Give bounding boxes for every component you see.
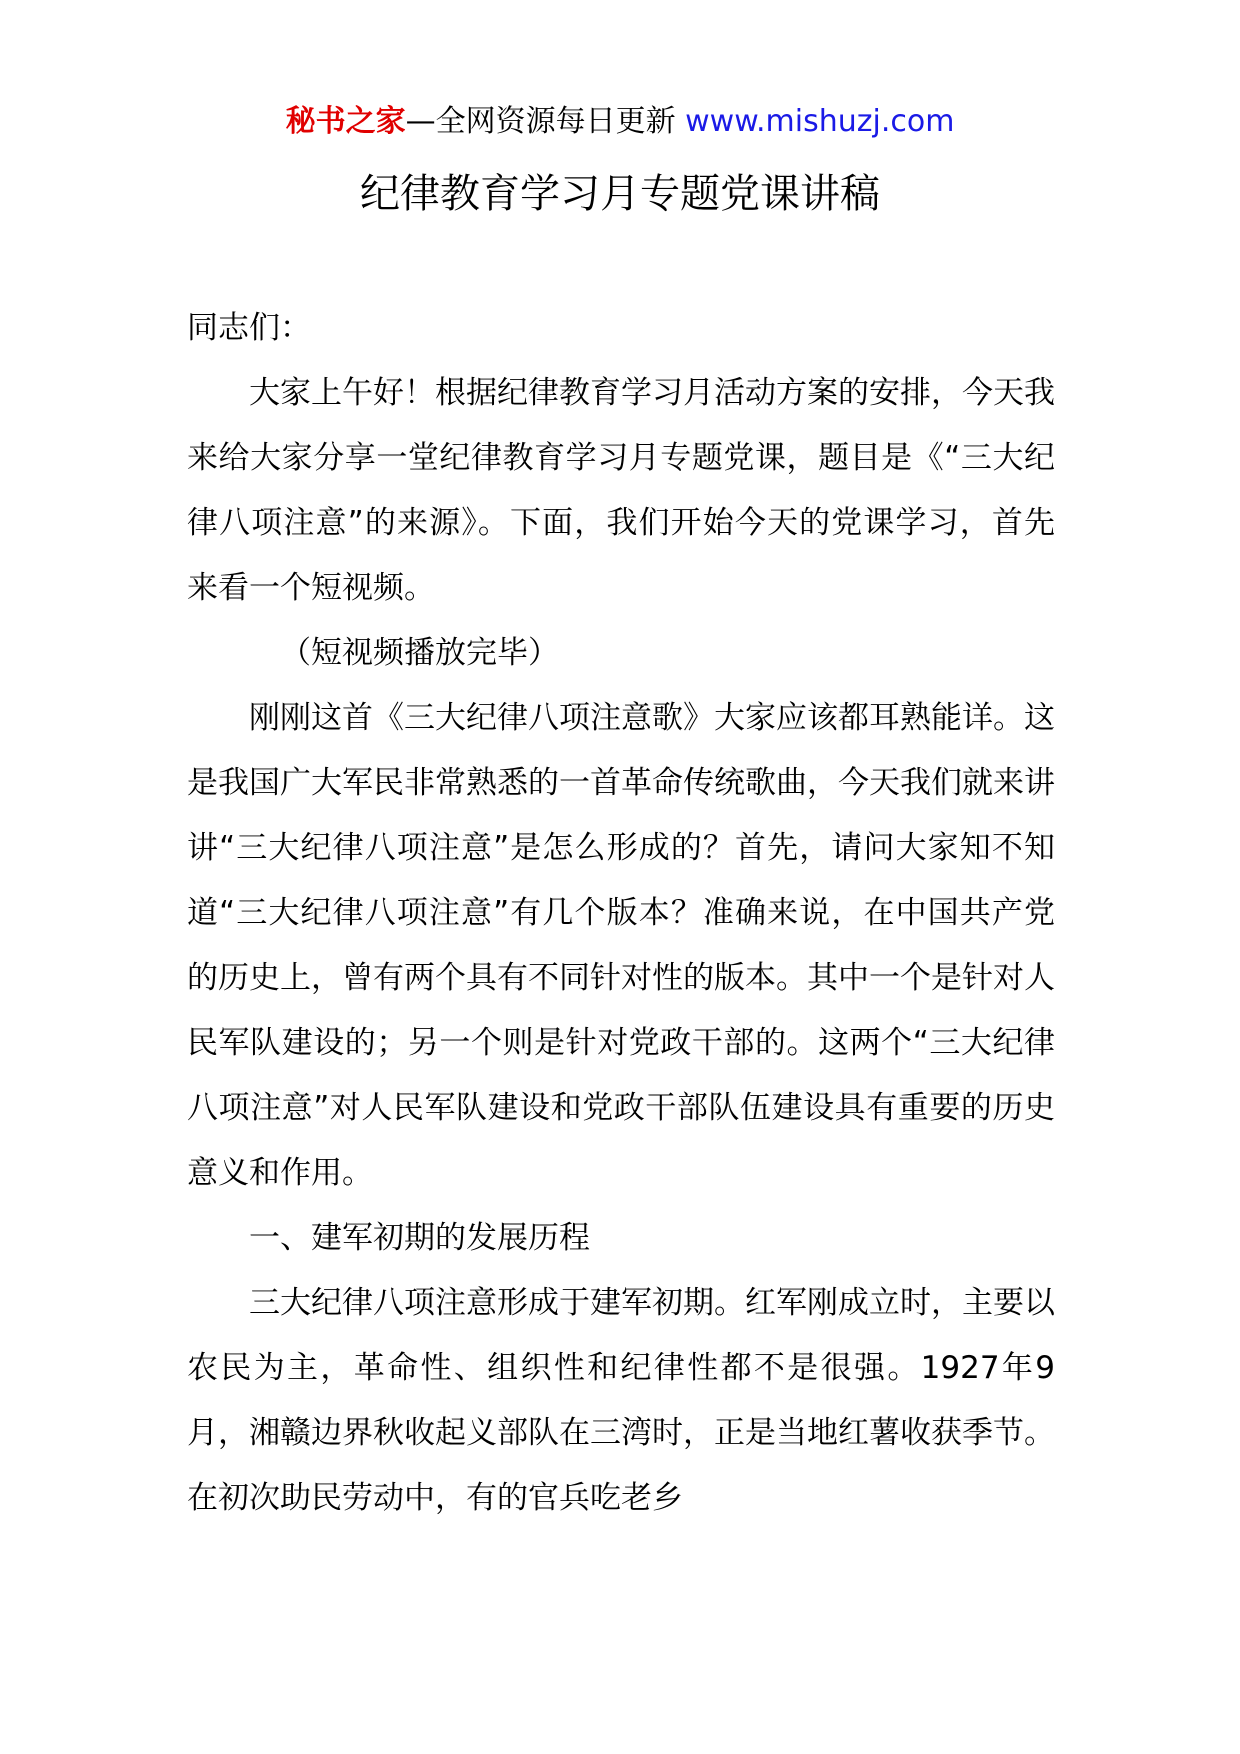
section-heading-1: 一、建军初期的发展历程 [249,1220,590,1256]
paragraph-song: 刚刚这首《三大纪律八项注意歌》大家应该都耳熟能详。这是我国广大军民非常熟悉的一首革命传统歌曲，今天我们就来讲讲“三大纪律八项注意”是怎么形成的？首先，请问大家知不知道“三大纪律八项注意”有几个版本？准确来说，在中国共产党的历史上，曾有两个具有不同针对性的版本。其中一个是针对人民军队建设的；另一个则是针对党政干部的。这两个“三大纪律八项注意”对人民军队建设和党政干部队伍建设具有重要的历史意义和作用。 [187,700,1055,1191]
site-brand: 秘书之家 [285,104,406,139]
salutation: 同志们： [187,310,311,346]
paragraph-video-note: （短视频播放完毕） [280,635,559,671]
paragraph-history: 三大纪律八项注意形成于建军初期。红军刚成立时，主要以农民为主，革命性、组织性和纪律性都不是很强。1927年9月，湘赣边界秋收起义部队在三湾时，正是当地红薯收获季节。在初次助民劳动中，有的官兵吃老乡 [187,1285,1055,1516]
document-title: 纪律教育学习月专题党课讲稿 [360,171,880,217]
site-url-link[interactable]: www.mishuzj.com [685,104,955,139]
site-header [0,100,1240,144]
paragraph-opening: 大家上午好！根据纪律教育学习月活动方案的安排，今天我来给大家分享一堂纪律教育学习月专题党课，题目是《“三大纪律八项注意”的来源》。下面，我们开始今天的党课学习，首先来看一个短视频。 [187,375,1055,606]
document-body [187,296,1055,1531]
site-tagline: —全网资源每日更新 [405,104,676,139]
